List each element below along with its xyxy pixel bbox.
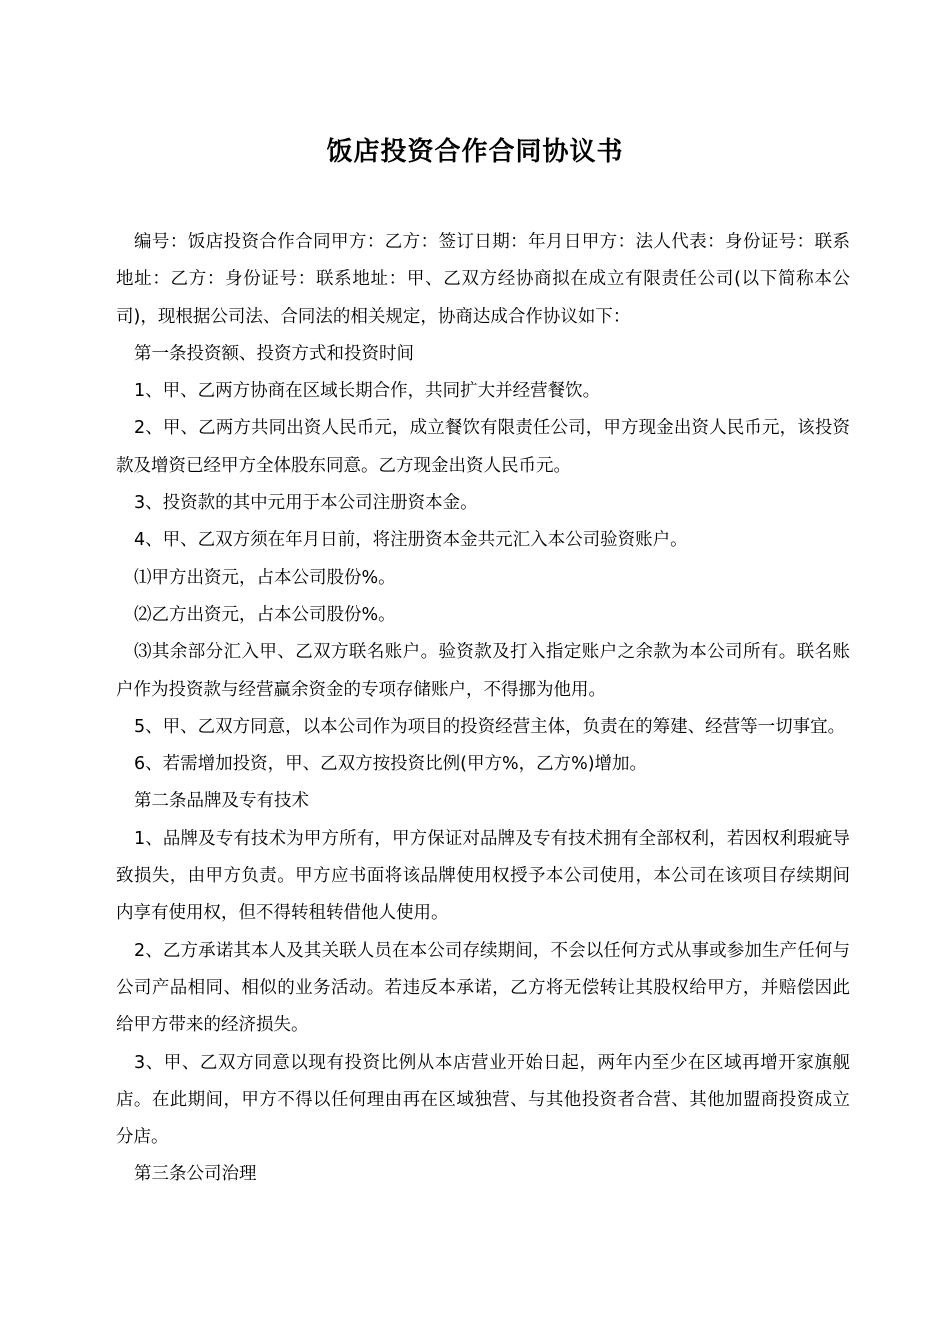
- paragraph-1-4: 4、甲、乙双方须在年月日前，将注册资本金共元汇入本公司验资账户。: [134, 530, 688, 551]
- paragraph-1-3: 3、投资款的其中元用于本公司注册资本金。: [134, 493, 478, 514]
- section-heading-2: 第二条品牌及专有技术: [134, 791, 309, 812]
- paragraph-preamble: 编号：饭店投资合作合同甲方：乙方：签订日期：年月日甲方：法人代表：身份证号：联系地址：乙方：身份证号：联系地址：甲、乙双方经协商拟在成立有限责任公司(以下简称本公司)，现根据公司法、合同法的相关规定，协商达成合作协议如下：: [116, 232, 850, 327]
- section-heading-3: 第三条公司治理: [134, 1164, 257, 1185]
- paragraph-2-3: 3、甲、乙双方同意以现有投资比例从本店营业开始日起，两年内至少在区域再增开家旗舰店。在此期间，甲方不得以任何理由再在区域独营、与其他投资者合营、其他加盟商投资成立分店。: [116, 1052, 850, 1148]
- section-heading-1: 第一条投资额、投资方式和投资时间: [134, 343, 414, 364]
- paragraph-1-2: 2、甲、乙两方共同出资人民币元，成立餐饮有限责任公司，甲方现金出资人民币元，该投资款及增资已经甲方全体股东同意。乙方现金出资人民币元。: [116, 418, 850, 476]
- document-body: [116, 224, 850, 1194]
- paragraph-1-4-a: ⑴甲方出资元，占本公司股份%。: [134, 567, 396, 588]
- paragraph-1-5: 5、甲、乙双方同意，以本公司作为项目的投资经营主体，负责在的筹建、经营等一切事宜。: [134, 716, 846, 737]
- paragraph-1-4-b: ⑵乙方出资元，占本公司股份%。: [134, 604, 396, 625]
- paragraph-2-2: 2、乙方承诺其本人及其关联人员在本公司存续期间，不会以任何方式从事或参加生产任何与公司产品相同、相似的业务活动。若违反本承诺，乙方将无偿转让其股权给甲方，并赔偿因此给甲方带来的经济损失。: [116, 940, 850, 1036]
- paragraph-2-1: 1、品牌及专有技术为甲方所有，甲方保证对品牌及专有技术拥有全部权利，若因权利瑕疵导致损失，由甲方负责。甲方应书面将该品牌使用权授予本公司使用，本公司在该项目存续期间内享有使用权，但不得转租转借他人使用。: [116, 828, 850, 924]
- paragraph-1-6: 6、若需增加投资，甲、乙双方按投资比例(甲方%，乙方%)增加。: [134, 754, 648, 775]
- paragraph-1-4-c: ⑶其余部分汇入甲、乙双方联名账户。验资款及打入指定账户之余款为本公司所有。联名账户作为投资款与经营赢余资金的专项存储账户，不得挪为他用。: [116, 642, 850, 700]
- document-title: 饭店投资合作合同协议书: [326, 137, 624, 167]
- paragraph-1-1: 1、甲、乙两方协商在区域长期合作，共同扩大并经营餐饮。: [134, 381, 601, 402]
